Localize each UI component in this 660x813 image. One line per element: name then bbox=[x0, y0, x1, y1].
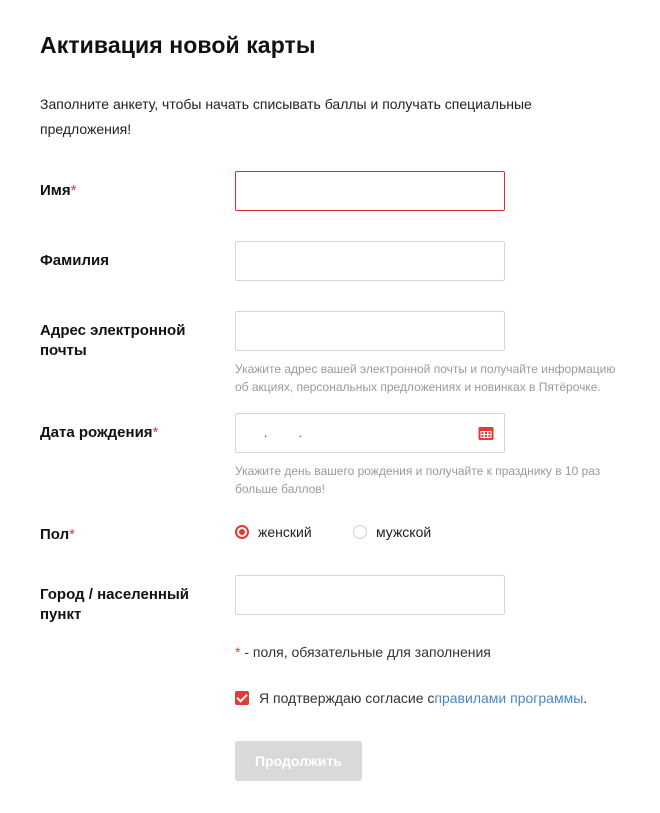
page-title: Активация новой карты bbox=[40, 32, 316, 58]
gender-option-male-label: мужской bbox=[376, 524, 432, 540]
birthdate-value: . . bbox=[264, 426, 317, 440]
email-hint: Укажите адрес вашей электронной почты и получайте информацию об акциях, персональных предложениях и новинках в Пятёрочке. bbox=[235, 362, 616, 394]
surname-input[interactable] bbox=[235, 241, 505, 281]
required-asterisk: * bbox=[69, 526, 75, 543]
required-asterisk: * bbox=[70, 182, 77, 199]
gender-option-male[interactable] bbox=[353, 524, 431, 540]
required-note-text: - поля, обязательные для заполнения bbox=[240, 644, 491, 660]
name-label-text: Имя bbox=[40, 182, 71, 199]
name-input[interactable] bbox=[235, 171, 505, 211]
email-input[interactable] bbox=[235, 311, 505, 351]
city-input[interactable] bbox=[235, 575, 505, 615]
birthdate-label-text: Дата рождения bbox=[40, 424, 153, 441]
required-fields-note bbox=[235, 644, 491, 660]
program-rules-link[interactable]: правилами программы bbox=[434, 690, 584, 706]
email-label: Адрес электронной почты bbox=[40, 322, 186, 359]
consent-end: . bbox=[583, 690, 588, 706]
gender-label bbox=[40, 525, 210, 545]
consent-text: Я подтверждаю согласие с bbox=[259, 690, 435, 706]
name-label bbox=[40, 181, 210, 201]
gender-option-female-label: женский bbox=[258, 524, 312, 540]
consent-checkbox[interactable] bbox=[235, 691, 249, 705]
gender-label-text: Пол bbox=[40, 526, 70, 543]
birthdate-input[interactable] bbox=[235, 413, 505, 453]
required-asterisk: * bbox=[235, 644, 241, 660]
consent-row bbox=[235, 690, 587, 706]
radio-unchecked-icon[interactable] bbox=[353, 525, 367, 539]
birthdate-label bbox=[40, 423, 210, 443]
intro-text: Заполните анкету, чтобы начать списывать баллы и получать специальные предложения! bbox=[40, 96, 532, 137]
surname-label: Фамилия bbox=[40, 252, 109, 269]
city-label: Город / населенный пункт bbox=[40, 586, 189, 623]
continue-button[interactable]: Продолжить bbox=[235, 741, 362, 781]
gender-option-female[interactable] bbox=[235, 524, 312, 540]
radio-checked-icon[interactable] bbox=[235, 525, 249, 539]
required-asterisk: * bbox=[152, 424, 159, 441]
birthdate-hint: Укажите день вашего рождения и получайте к празднику в 10 раз больше баллов! bbox=[235, 464, 601, 496]
calendar-icon[interactable] bbox=[478, 425, 494, 441]
